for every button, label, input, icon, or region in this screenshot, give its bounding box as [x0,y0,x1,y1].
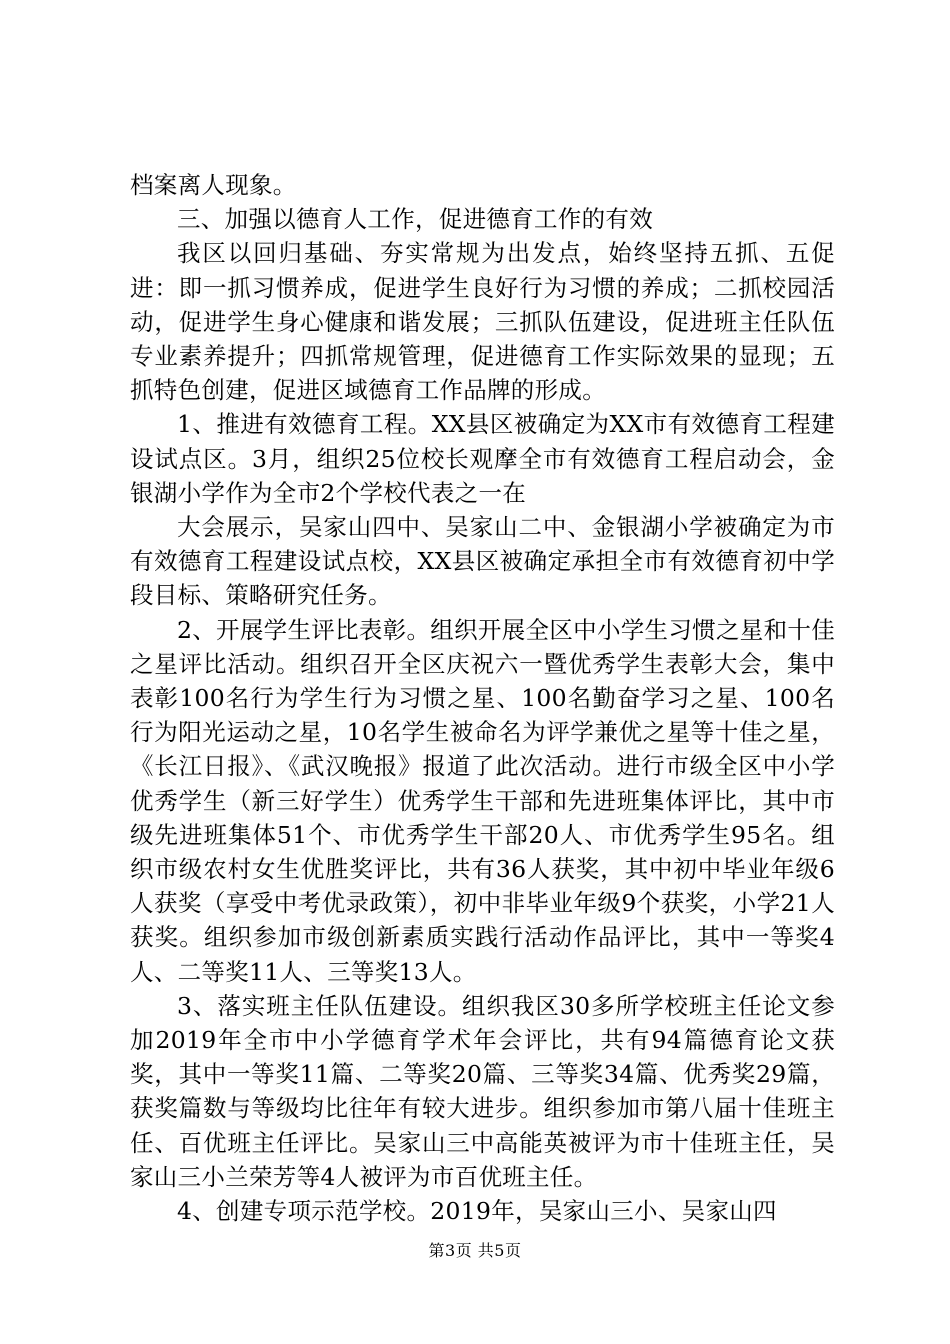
paragraph-archive-continuation: 档案离人现象。 [130,171,297,199]
paragraph-item-3: 3、落实班主任队伍建设。组织我区30多所学校班主任论文参加2019年全市中小学德育学术年会评比，共有94篇德育论文获奖，其中一等奖11篇、二等奖20篇、三等奖34篇、优秀奖29篇，获奖篇数与等级均比往年有较大进步。组织参加市第八届十佳班主任、百优班主任评比。吴家山三中高能英被评为市十佳班主任，吴家山三小兰荣芳等4人被评为市百优班主任。 [130,991,835,1191]
paragraph-overview: 我区以回归基础、夯实常规为出发点，始终坚持五抓、五促进：即一抓习惯养成，促进学生良好行为习惯的养成；二抓校园活动，促进学生身心健康和谐发展；三抓队伍建设，促进班主任队伍专业素养提升；四抓常规管理，促进德育工作实际效果的显现；五抓特色创建，促进区域德育工作品牌的形成。 [130,239,835,405]
paragraph-item-1: 1、推进有效德育工程。XX县区被确定为XX市有效德育工程建设试点区。3月，组织25位校长观摩全市有效德育工程启动会，金银湖小学作为全市2个学校代表之一在 [130,410,835,507]
document-body [130,168,835,1228]
paragraph-item-1-continued: 大会展示，吴家山四中、吴家山二中、金银湖小学被确定为市有效德育工程建设试点校，XX县区被确定承担全市有效德育初中学段目标、策略研究任务。 [130,513,835,610]
page-footer: 第3页 共5页 [428,1241,522,1260]
paragraph-item-2: 2、开展学生评比表彰。组织开展全区中小学生习惯之星和十佳之星评比活动。组织召开全区庆祝六一暨优秀学生表彰大会，集中表彰100名行为学生行为习惯之星、100名勤奋学习之星、100名行为阳光运动之星，10名学生被命名为评学兼优之星等十佳之星，《长江日报》、《武汉晚报》报道了此次活动。进行市级全区中小学优秀学生（新三好学生）优秀学生干部和先进班集体评比，其中市级先进班集体51个、市优秀学生干部20人、市优秀学生95名。组织市级农村女生优胜奖评比，共有36人获奖，其中初中毕业年级6人获奖（享受中考优录政策），初中非毕业年级9个获奖，小学21人获奖。组织参加市级创新素质实践行活动作品评比，其中一等奖4人、二等奖11人、三等奖13人。 [130,615,835,986]
paragraph-item-4: 4、创建专项示范学校。2019年，吴家山三小、吴家山四 [177,1197,777,1226]
section-heading-3: 三、加强以德育人工作，促进德育工作的有效 [177,205,653,234]
